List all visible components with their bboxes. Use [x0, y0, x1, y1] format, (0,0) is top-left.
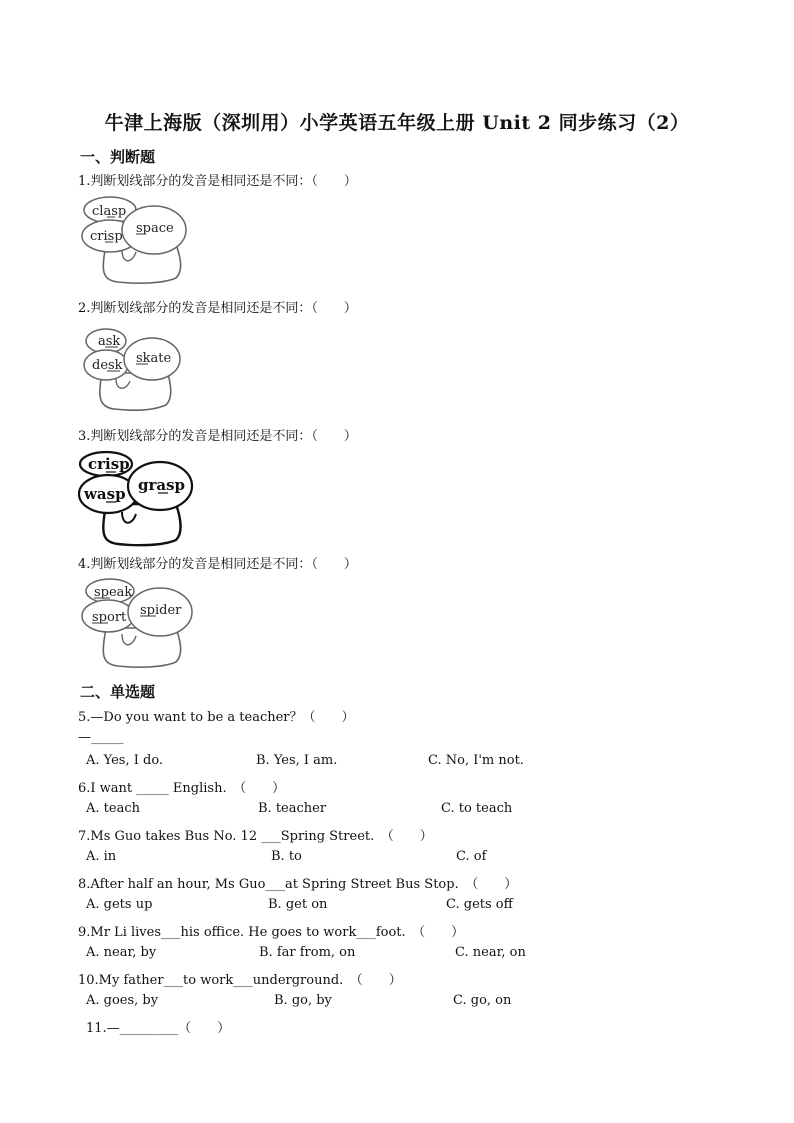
q9-option-b[interactable]: B. far from, on	[259, 945, 356, 960]
section-heading-judge: 一、判断题	[80, 148, 156, 166]
question-4-prompt: 4.判断划线部分的发音是相同还是不同：（ ）	[78, 557, 357, 572]
page-title: 牛津上海版（深圳用）小学英语五年级上册 Unit 2 同步练习（2）	[104, 112, 690, 134]
question-10-stem: 10.My father___to work___underground. （ ）	[78, 973, 402, 988]
question-8-stem: 8.After half an hour, Ms Guo___at Spring Street Bus Stop. （ ）	[78, 877, 518, 892]
question-7-stem: 7.Ms Guo takes Bus No. 12 ___Spring Street. （ ）	[78, 829, 433, 844]
q10-option-c[interactable]: C. go, on	[453, 993, 512, 1008]
q7-option-a[interactable]: A. in	[86, 849, 117, 864]
word-skate: skate	[136, 351, 172, 366]
q8-option-b[interactable]: B. get on	[268, 897, 328, 912]
mushroom-figure-2	[76, 325, 206, 415]
mushroom-figure-1	[76, 194, 206, 288]
question-5-stem: 5.—Do you want to be a teacher？（ ）	[78, 710, 355, 725]
question-11-stem: 11.—_________（ ）	[86, 1021, 231, 1036]
word-speak: speak	[94, 585, 133, 600]
q8-option-c[interactable]: C. gets off	[446, 897, 513, 912]
q8-option-a[interactable]: A. gets up	[86, 897, 153, 912]
q6-option-a[interactable]: A. teach	[86, 801, 140, 816]
q10-option-b[interactable]: B. go, by	[274, 993, 332, 1008]
word-clasp: clasp	[92, 204, 127, 219]
question-1-prompt: 1.判断划线部分的发音是相同还是不同：（ ）	[78, 174, 357, 189]
word-sport: sport	[92, 610, 127, 625]
word-crisp-bold: crisp	[88, 455, 130, 473]
mushroom-figure-4	[76, 576, 206, 670]
word-wasp: wasp	[84, 485, 126, 503]
mushroom-figure-3	[76, 450, 206, 550]
q7-option-b[interactable]: B. to	[271, 849, 302, 864]
q6-option-b[interactable]: B. teacher	[258, 801, 327, 816]
q5-option-c[interactable]: C. No, I'm not.	[428, 753, 524, 768]
q9-option-a[interactable]: A. near, by	[86, 945, 157, 960]
question-9-stem: 9.Mr Li lives___his office. He goes to work___foot. （ ）	[78, 925, 465, 940]
section-heading-choice: 二、单选题	[80, 683, 156, 701]
question-5-answer-line: —_____	[78, 730, 124, 745]
word-grasp: grasp	[138, 476, 186, 494]
word-spider: spider	[140, 603, 182, 618]
q5-option-b[interactable]: B. Yes, I am.	[256, 753, 338, 768]
q10-option-a[interactable]: A. goes, by	[86, 993, 159, 1008]
question-2-prompt: 2.判断划线部分的发音是相同还是不同：（ ）	[78, 301, 357, 316]
question-3-prompt: 3.判断划线部分的发音是相同还是不同：（ ）	[78, 429, 357, 444]
question-6-stem: 6.I want _____ English. （ ）	[78, 781, 286, 796]
word-space: space	[136, 221, 174, 236]
q7-option-c[interactable]: C. of	[456, 849, 487, 864]
word-desk: desk	[92, 358, 123, 373]
q5-option-a[interactable]: A. Yes, I do.	[86, 753, 164, 768]
q9-option-c[interactable]: C. near, on	[455, 945, 526, 960]
word-crisp: crisp	[90, 229, 123, 244]
word-ask: ask	[98, 334, 121, 349]
q6-option-c[interactable]: C. to teach	[441, 801, 513, 816]
